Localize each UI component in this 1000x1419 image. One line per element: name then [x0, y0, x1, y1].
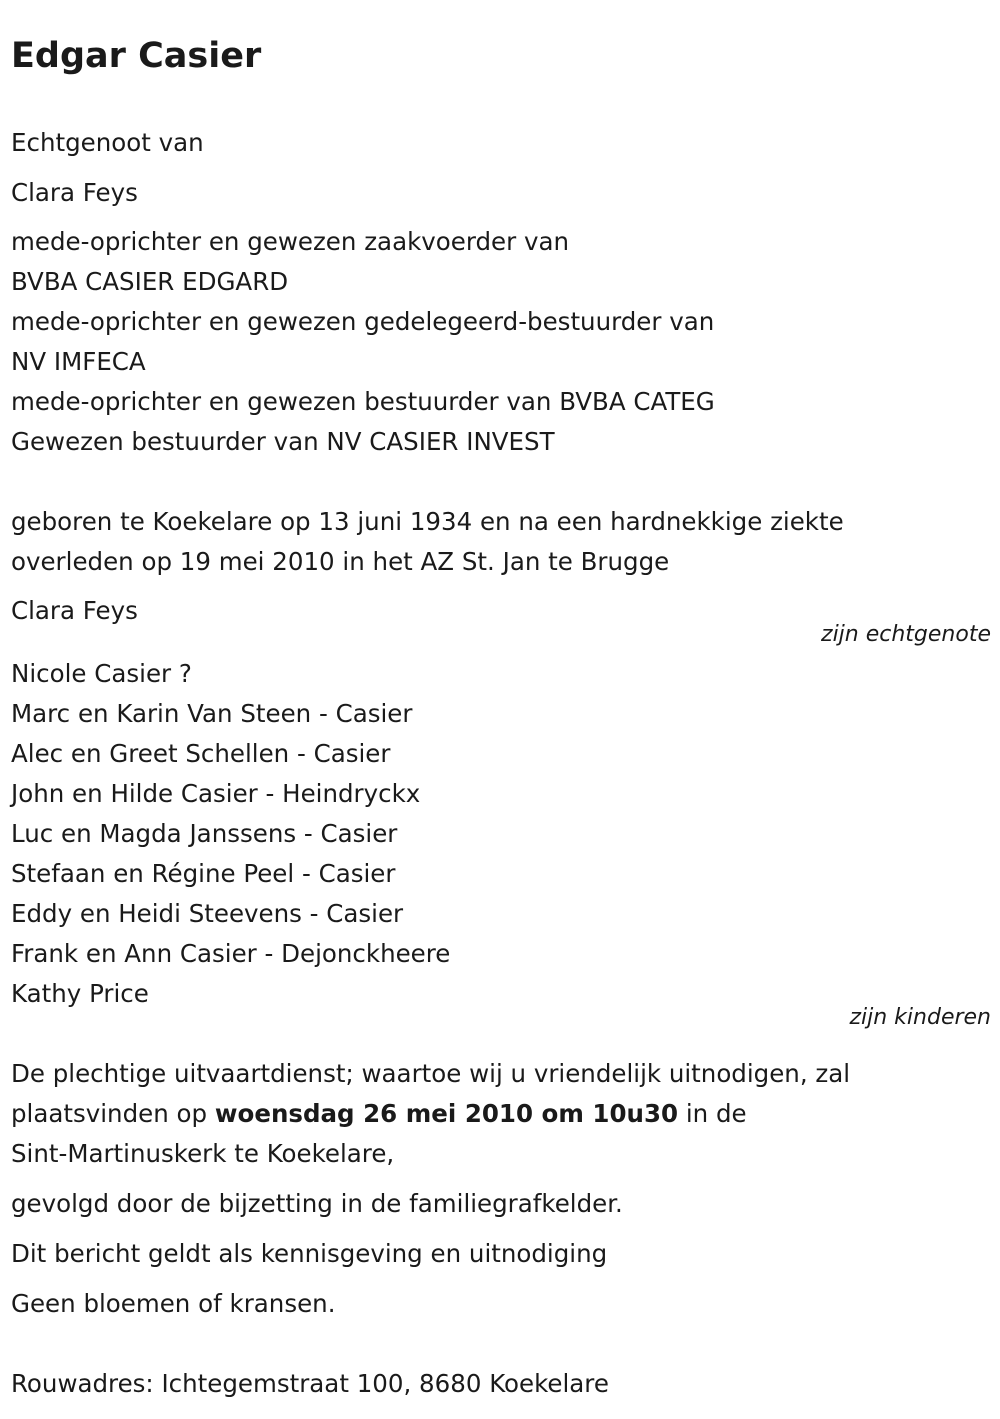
spouse-caption: zijn echtgenote: [821, 622, 991, 647]
role-line: mede-oprichter en gewezen bestuurder van BVBA CATEG: [11, 387, 715, 416]
relation-spouse: Clara Feys: [11, 178, 138, 207]
closing-line: Geen bloemen of kransen.: [11, 1289, 336, 1318]
child-name: Frank en Ann Casier - Dejonckheere: [11, 939, 451, 968]
role-line: Gewezen bestuurder van NV CASIER INVEST: [11, 427, 555, 456]
child-name: Luc en Magda Janssens - Casier: [11, 819, 398, 848]
child-name: John en Hilde Casier - Heindryckx: [11, 779, 421, 808]
service-text: plaatsvinden op: [11, 1099, 215, 1128]
service-text: in de: [678, 1099, 747, 1128]
child-name: Stefaan en Régine Peel - Casier: [11, 859, 396, 888]
service-line: Sint-Martinuskerk te Koekelare,: [11, 1139, 395, 1168]
child-name: Kathy Price: [11, 979, 149, 1008]
spouse-name: Clara Feys: [11, 596, 138, 625]
birth-death-line: overleden op 19 mei 2010 in het AZ St. Jan te Brugge: [11, 547, 670, 576]
role-line: mede-oprichter en gewezen zaakvoerder van: [11, 227, 569, 256]
mourning-address: Rouwadres: Ichtegemstraat 100, 8680 Koekelare: [11, 1369, 609, 1398]
child-name: Nicole Casier ?: [11, 659, 192, 688]
relation-label: Echtgenoot van: [11, 128, 204, 157]
service-line: De plechtige uitvaartdienst; waartoe wij u vriendelijk uitnodigen, zal: [11, 1059, 851, 1088]
closing-line: gevolgd door de bijzetting in de familiegrafkelder.: [11, 1189, 623, 1218]
child-name: Eddy en Heidi Steevens - Casier: [11, 899, 404, 928]
service-datetime: woensdag 26 mei 2010 om 10u30: [214, 1099, 679, 1128]
deceased-name: Edgar Casier: [11, 36, 262, 76]
role-line: mede-oprichter en gewezen gedelegeerd-bestuurder van: [11, 307, 715, 336]
role-line: NV IMFECA: [11, 347, 146, 376]
service-line: [11, 1096, 747, 1132]
closing-line: Dit bericht geldt als kennisgeving en uitnodiging: [11, 1239, 608, 1268]
birth-death-line: geboren te Koekelare op 13 juni 1934 en na een hardnekkige ziekte: [11, 507, 844, 536]
role-line: BVBA CASIER EDGARD: [11, 267, 289, 296]
child-name: Marc en Karin Van Steen - Casier: [11, 699, 413, 728]
child-name: Alec en Greet Schellen - Casier: [11, 739, 391, 768]
children-caption: zijn kinderen: [849, 1005, 991, 1030]
